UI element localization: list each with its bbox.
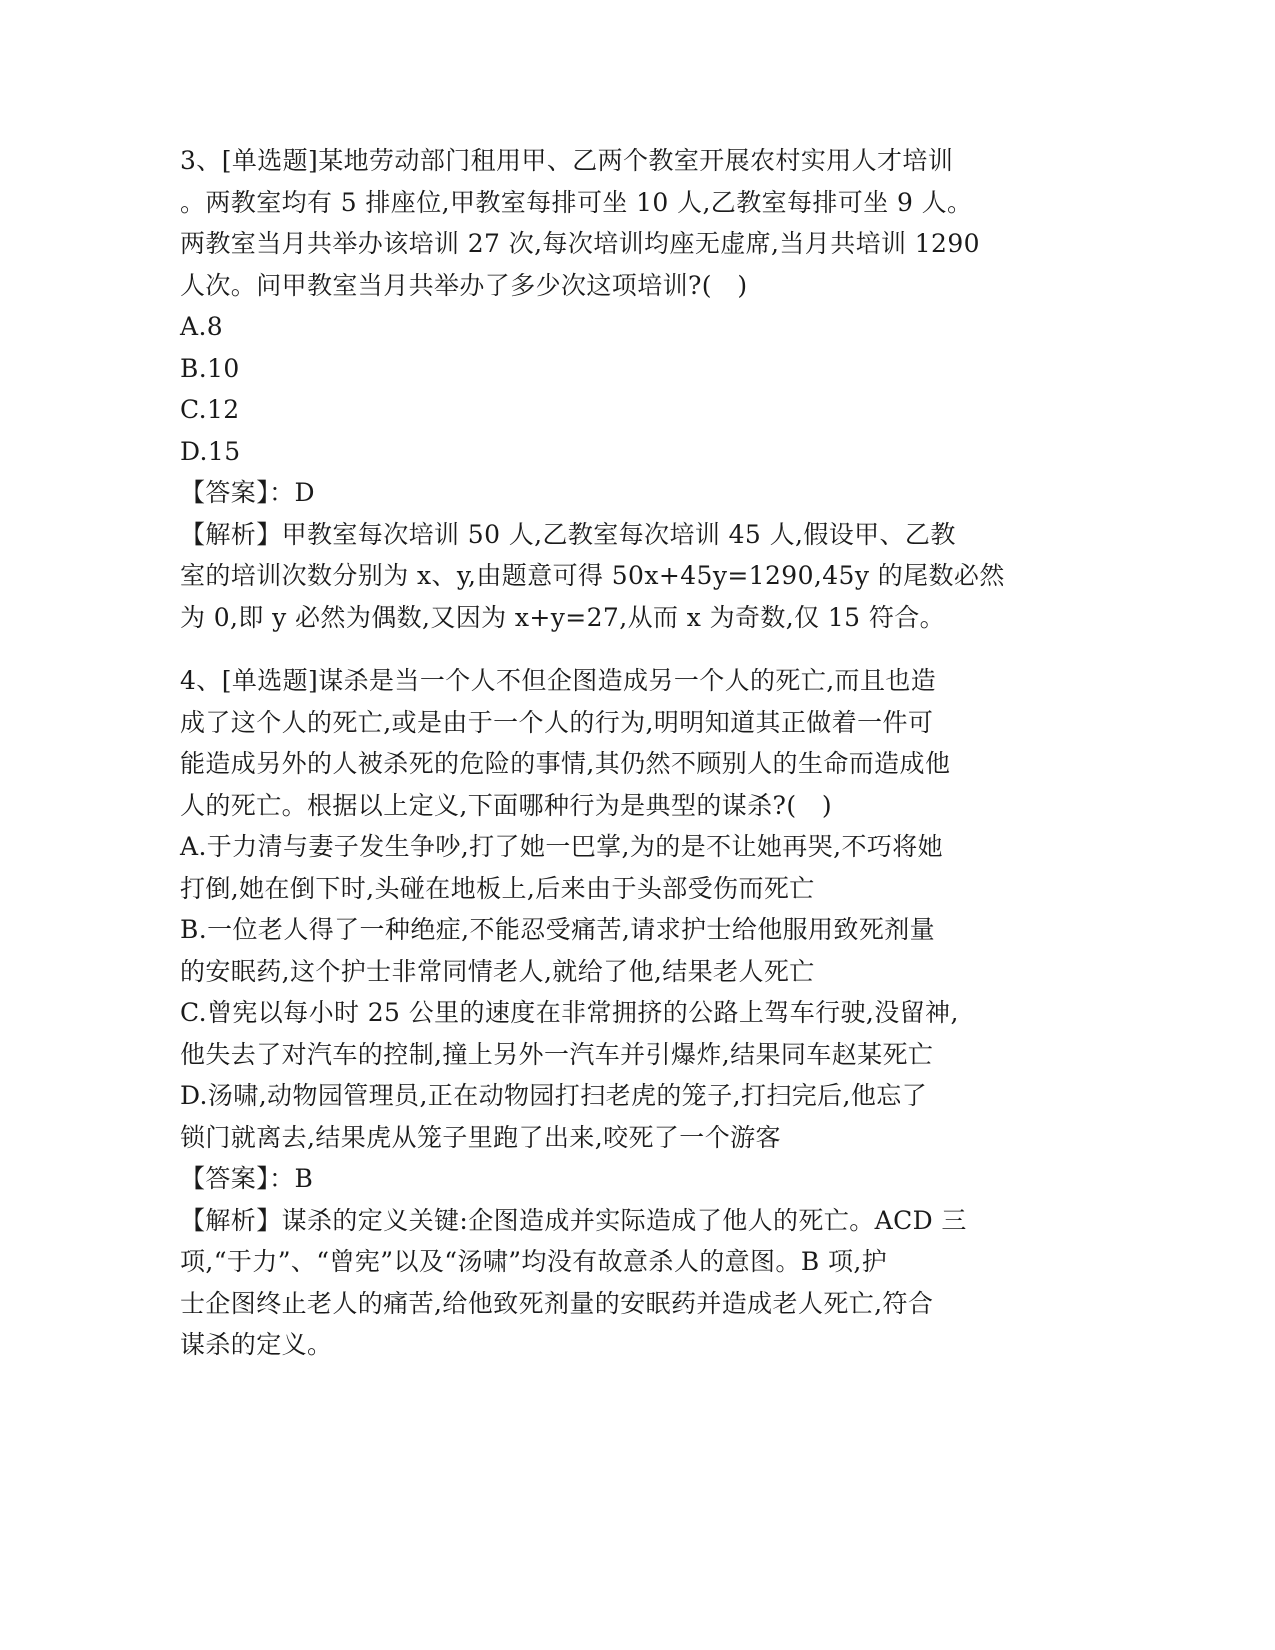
- question-3-stem-line: 。两教室均有 5 排座位,甲教室每排可坐 10 人,乙教室每排可坐 9 人。: [180, 187, 973, 217]
- question-3-analysis-line: [180, 514, 1060, 556]
- question-3-stem-line: 两教室当月共举办该培训 27 次,每次培训均座无虚席,当月共培训 1290: [180, 229, 980, 258]
- question-3-answer: [180, 472, 1060, 514]
- question-4-stem-line: 人的死亡。根据以上定义,下面哪种行为是典型的谋杀?( ): [180, 790, 833, 820]
- question-4-answer: [180, 1158, 1060, 1200]
- answer-label: 【答案】：: [180, 1164, 295, 1193]
- question-3-stem-line: 3、[单选题]某地劳动部门租用甲、乙两个教室开展农村实用人才培训: [180, 146, 954, 175]
- question-4-option-line: C.曾宪以每小时 25 公里的速度在非常拥挤的公路上驾车行驶,没留神,: [180, 998, 959, 1027]
- question-4-option-line: 他失去了对汽车的控制,撞上另外一汽车并引爆炸,结果同车赵某死亡: [180, 1039, 934, 1069]
- question-4-stem-line: 能造成另外的人被杀死的危险的事情,其仍然不顾别人的生命而造成他: [180, 749, 951, 778]
- question-3-stem-line: 人次。问甲教室当月共举办了多少次这项培训?( ): [180, 270, 748, 300]
- question-4-option-line: D.汤啸,动物园管理员,正在动物园打扫老虎的笼子,打扫完后,他忘了: [180, 1081, 928, 1110]
- question-4-analysis-line: 项,“于力”、“曾宪”以及“汤啸”均没有故意杀人的意图。B 项,护: [180, 1247, 888, 1276]
- question-3-option-d: D.15: [180, 436, 241, 466]
- analysis-text: 甲教室每次培训 50 人,乙教室每次培训 45 人,假设甲、乙教: [281, 519, 956, 549]
- question-4-option-line: 打倒,她在倒下时,头碰在地板上,后来由于头部受伤而死亡: [180, 873, 815, 903]
- question-4: [180, 660, 1060, 1366]
- question-4-analysis-line: 士企图终止老人的痛苦,给他致死剂量的安眠药并造成老人死亡,符合: [180, 1288, 934, 1318]
- question-3-option-a: A.8: [180, 312, 224, 341]
- question-4-option-line: B.一位老人得了一种绝症,不能忍受痛苦,请求护士给他服用致死剂量: [180, 915, 936, 944]
- question-4-analysis-line: 谋杀的定义。: [180, 1330, 333, 1359]
- question-3-analysis-line: 为 0,即 y 必然为偶数,又因为 x+y=27,从而 x 为奇数,仅 15 符合。: [180, 602, 946, 632]
- analysis-text: 谋杀的定义关键:企图造成并实际造成了他人的死亡。ACD 三: [281, 1205, 967, 1235]
- answer-label: 【答案】：: [180, 478, 295, 507]
- question-3-option-b: B.10: [180, 353, 240, 383]
- question-3-analysis-line: 室的培训次数分别为 x、y,由题意可得 50x+45y=1290,45y 的尾数必然: [180, 561, 1005, 590]
- answer-value: B: [294, 1164, 314, 1193]
- answer-value: D: [294, 478, 315, 507]
- question-4-option-line: 锁门就离去,结果虎从笼子里跑了出来,咬死了一个游客: [180, 1122, 781, 1152]
- question-4-analysis-line: [180, 1200, 1060, 1242]
- question-3: [180, 140, 1060, 638]
- question-4-option-line: A.于力清与妻子发生争吵,打了她一巴掌,为的是不让她再哭,不巧将她: [180, 832, 944, 861]
- analysis-label: 【解析】: [180, 1205, 282, 1235]
- question-4-stem-line: 成了这个人的死亡,或是由于一个人的行为,明明知道其正做着一件可: [180, 707, 934, 737]
- document-page: [180, 140, 1060, 1366]
- question-4-stem-line: 4、[单选题]谋杀是当一个人不但企图造成另一个人的死亡,而且也造: [180, 666, 937, 695]
- question-3-option-c: C.12: [180, 395, 240, 424]
- analysis-label: 【解析】: [180, 519, 282, 549]
- question-4-option-line: 的安眠药,这个护士非常同情老人,就给了他,结果老人死亡: [180, 956, 815, 986]
